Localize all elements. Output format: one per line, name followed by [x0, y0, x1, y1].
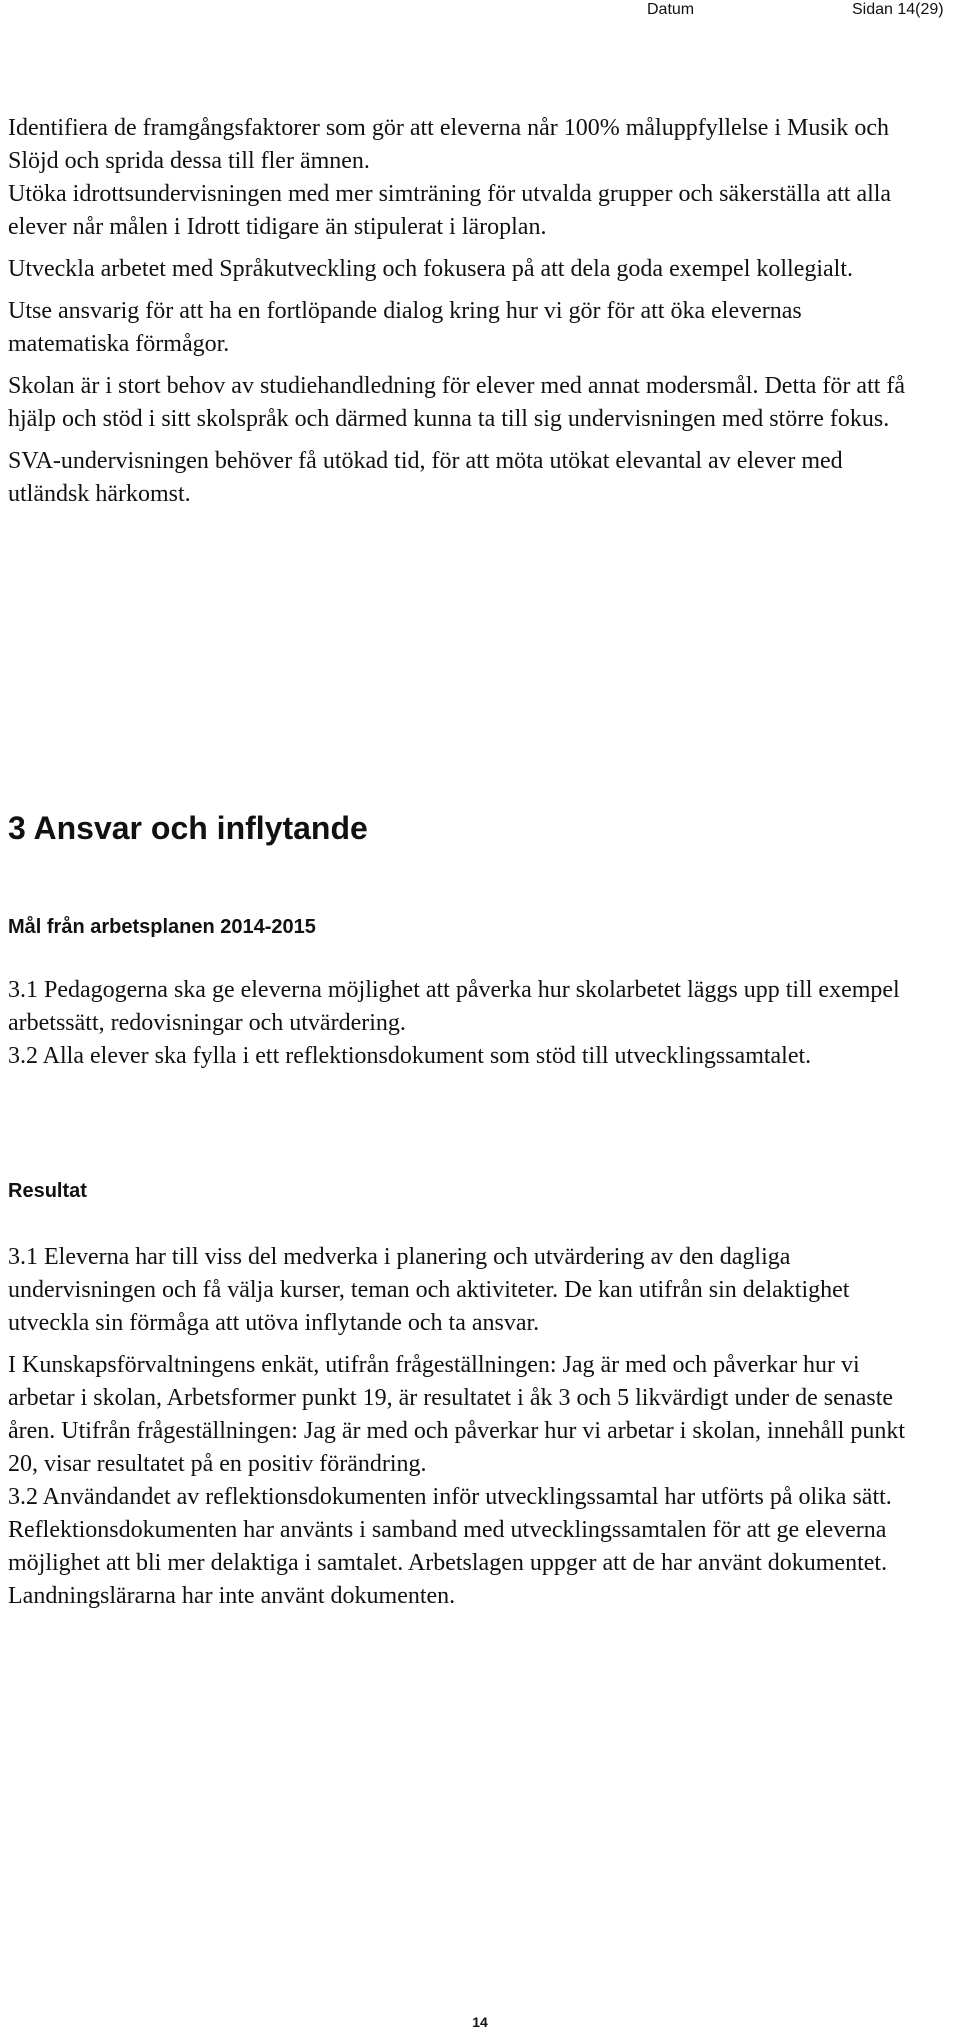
result-paragraph: 3.2 Användandet av reflektionsdokumenten inför utvecklingssamtal har utförts på olika sätt. Reflektionsdokumenten har använts i samband med utvecklingssamtalen för att ge eleverna möjlighet att bli mer delaktiga i samtalet. Arbetslagen uppger att de har använt dokumentet. Landningslärarna har inte använt dokumenten.	[8, 1484, 892, 1609]
page-indicator: Sidan 14(29)	[852, 1, 944, 18]
goal-paragraph: 3.2 Alla elever ska fylla i ett reflektionsdokument som stöd till utvecklingssamtalet.	[8, 1043, 812, 1069]
results-text	[8, 1241, 920, 1613]
goals-text	[8, 974, 920, 1073]
results-heading: Resultat	[8, 1180, 87, 1202]
goals-heading: Mål från arbetsplanen 2014-2015	[8, 916, 316, 938]
intro-paragraph: Utveckla arbetet med Språkutveckling och fokusera på att dela goda exempel kollegialt.	[8, 256, 854, 282]
intro-paragraph: Identifiera de framgångsfaktorer som gör att eleverna når 100% måluppfyllelse i Musik och Slöjd och sprida dessa till fler ämnen.	[8, 115, 890, 174]
page-header	[0, 0, 960, 24]
date-label: Datum	[647, 1, 695, 18]
intro-paragraph: Utöka idrottsundervisningen med mer simträning för utvalda grupper och säkerställa att alla elever når målen i Idrott tidigare än stipulerat i läroplan.	[8, 181, 892, 240]
section-heading: 3 Ansvar och inflytande	[8, 810, 368, 846]
goal-paragraph: 3.1 Pedagogerna ska ge eleverna möjlighet att påverka hur skolarbetet läggs upp till exempel arbetssätt, redovisningar och utvärdering.	[8, 977, 900, 1036]
page-number: 14	[472, 2014, 488, 2030]
intro-paragraph: SVA-undervisningen behöver få utökad tid, för att möta utökat elevantal av elever med utländsk härkomst.	[8, 448, 843, 507]
intro-text	[8, 112, 920, 511]
result-paragraph: I Kunskapsförvaltningens enkät, utifrån frågeställningen: Jag är med och påverkar hur vi arbetar i skolan, Arbetsformer punkt 19, är resultatet i åk 3 och 5 likvärdigt under de senaste åren. Utifrån frågeställningen: Jag är med och påverkar hur vi arbetar i skolan, innehåll punkt 20, visar resultatet på en positiv förändring.	[8, 1352, 905, 1477]
result-paragraph: 3.1 Eleverna har till viss del medverka i planering och utvärdering av den dagliga undervisningen och få välja kurser, teman och aktiviteter. De kan utifrån sin delaktighet utveckla sin förmåga att utöva inflytande och ta ansvar.	[8, 1244, 850, 1336]
intro-paragraph: Utse ansvarig för att ha en fortlöpande dialog kring hur vi gör för att öka elevernas matematiska förmågor.	[8, 298, 802, 357]
intro-paragraph: Skolan är i stort behov av studiehandledning för elever med annat modersmål. Detta för att få hjälp och stöd i sitt skolspråk och därmed kunna ta till sig undervisningen med större fokus.	[8, 373, 906, 432]
